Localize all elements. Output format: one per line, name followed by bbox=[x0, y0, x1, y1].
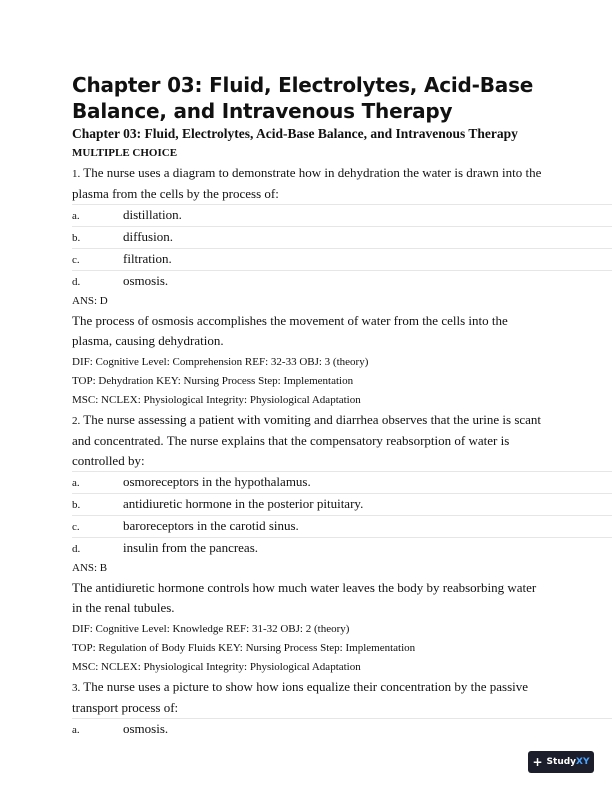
choice-list bbox=[72, 718, 612, 739]
rationale: The process of osmosis accomplishes the movement of water from the cells into the plasma, causing dehydration. bbox=[72, 313, 508, 348]
choice-text: osmoreceptors in the hypothalamus. bbox=[123, 474, 311, 489]
question-stem bbox=[72, 163, 612, 204]
choice-text: distillation. bbox=[123, 207, 182, 222]
choice-list bbox=[72, 204, 612, 291]
question-1 bbox=[72, 163, 612, 410]
badge-label-main: Study bbox=[546, 757, 577, 767]
question-stem bbox=[72, 677, 612, 718]
answer-key: ANS: B bbox=[72, 562, 108, 574]
question-text: The nurse assessing a patient with vomiting and diarrhea observes that the urine is scant and concentrated. The nurse explains that the compensatory reabsorption of water is controlled by: bbox=[72, 412, 542, 468]
question-3 bbox=[72, 677, 612, 739]
choice-letter: a. bbox=[72, 724, 80, 736]
question-number: 3. bbox=[72, 682, 81, 694]
badge-label bbox=[547, 757, 590, 767]
answer-key: ANS: D bbox=[72, 295, 108, 307]
top-line: TOP: Regulation of Body Fluids KEY: Nursing Process Step: Implementation bbox=[72, 642, 416, 654]
chapter-subtitle: Chapter 03: Fluid, Electrolytes, Acid-Base Balance, and Intravenous Therapy bbox=[72, 126, 518, 141]
question-2 bbox=[72, 410, 612, 677]
studyxy-badge[interactable] bbox=[528, 751, 594, 773]
choice-letter: a. bbox=[72, 210, 80, 222]
choice-d[interactable] bbox=[72, 537, 612, 558]
choice-text: diffusion. bbox=[123, 229, 173, 244]
document-body bbox=[72, 124, 612, 740]
choice-letter: d. bbox=[72, 276, 81, 288]
question-text: The nurse uses a picture to show how ions equalize their concentration by the passive transport process of: bbox=[72, 679, 529, 715]
choice-a[interactable] bbox=[72, 718, 612, 739]
top-line: TOP: Dehydration KEY: Nursing Process Step: Implementation bbox=[72, 375, 354, 387]
badge-label-accent: XY bbox=[576, 757, 590, 767]
choice-a[interactable] bbox=[72, 204, 612, 225]
choice-letter: b. bbox=[72, 232, 81, 244]
choice-letter: b. bbox=[72, 499, 81, 511]
rationale: The antidiuretic hormone controls how much water leaves the body by reabsorbing water in the renal tubules. bbox=[72, 580, 537, 615]
section-heading: MULTIPLE CHOICE bbox=[72, 147, 178, 159]
choice-letter: c. bbox=[72, 254, 80, 266]
choice-b[interactable] bbox=[72, 226, 612, 247]
dif-line: DIF: Cognitive Level: Comprehension REF: 32-33 OBJ: 3 (theory) bbox=[72, 356, 369, 368]
choice-c[interactable] bbox=[72, 515, 612, 536]
question-stem bbox=[72, 410, 612, 471]
msc-line: MSC: NCLEX: Physiological Integrity: Physiological Adaptation bbox=[72, 394, 361, 406]
choice-d[interactable] bbox=[72, 270, 612, 291]
msc-line: MSC: NCLEX: Physiological Integrity: Physiological Adaptation bbox=[72, 661, 361, 673]
question-number: 2. bbox=[72, 415, 81, 427]
choice-a[interactable] bbox=[72, 471, 612, 492]
choice-text: insulin from the pancreas. bbox=[123, 540, 259, 555]
dif-line: DIF: Cognitive Level: Knowledge REF: 31-32 OBJ: 2 (theory) bbox=[72, 623, 350, 635]
choice-letter: c. bbox=[72, 521, 80, 533]
choice-text: filtration. bbox=[123, 251, 172, 266]
choice-c[interactable] bbox=[72, 248, 612, 269]
question-text: The nurse uses a diagram to demonstrate how in dehydration the water is drawn into the plasma from the cells by the process of: bbox=[72, 165, 542, 201]
choice-text: osmosis. bbox=[123, 721, 169, 736]
choice-b[interactable] bbox=[72, 493, 612, 514]
plus-icon: + bbox=[532, 755, 543, 769]
page-title: Chapter 03: Fluid, Electrolytes, Acid-Base Balance, and Intravenous Therapy bbox=[72, 73, 534, 123]
choice-letter: d. bbox=[72, 543, 81, 555]
choice-list bbox=[72, 471, 612, 558]
choice-text: osmosis. bbox=[123, 273, 169, 288]
choice-text: baroreceptors in the carotid sinus. bbox=[123, 518, 299, 533]
question-number: 1. bbox=[72, 168, 81, 180]
choice-letter: a. bbox=[72, 477, 80, 489]
choice-text: antidiuretic hormone in the posterior pituitary. bbox=[123, 496, 364, 511]
